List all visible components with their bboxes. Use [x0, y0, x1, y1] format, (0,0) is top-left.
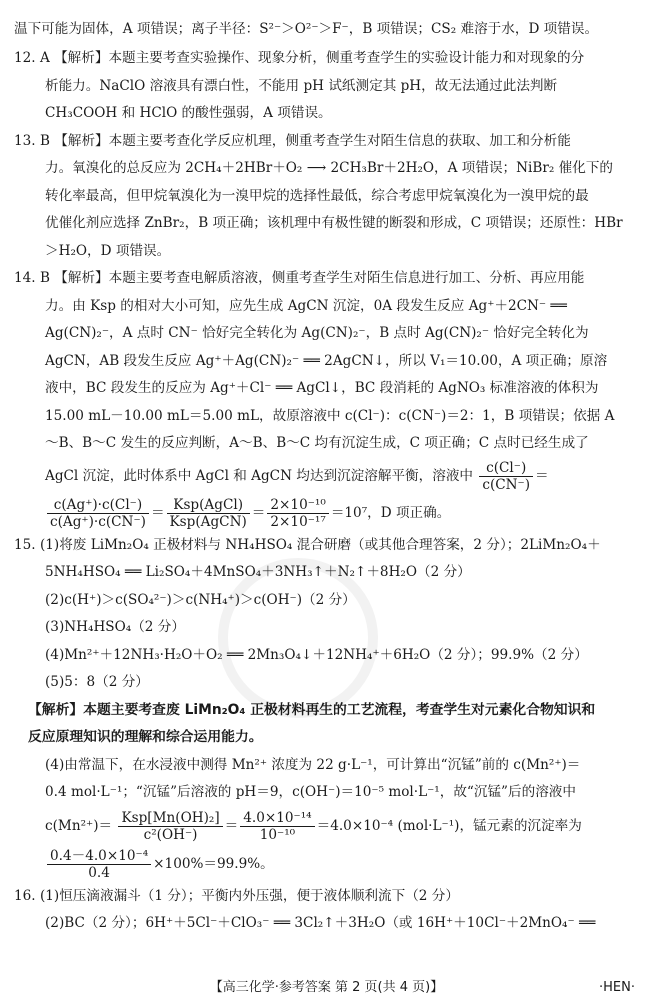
q13-head: 13. B 【解析】本题主要考查化学反应机理，侧重考查学生对陌生信息的获取、加工和分析能	[14, 132, 571, 149]
text-segment: c(Mn²⁺)＝	[45, 817, 113, 834]
text-line: Ag(CN)₂⁻，A 点时 CN⁻ 恰好完全转化为 Ag(CN)₂⁻，B 点时 Ag(CN)₂⁻ 恰好完全转化为	[45, 325, 589, 341]
text-line: (2)c(H⁺)＞c(SO₄²⁻)＞c(NH₄⁺)＞c(OH⁻)（2 分）	[45, 591, 356, 608]
fraction	[47, 848, 151, 881]
text-segment: ＝4.0×10⁻⁴ (mol·L⁻¹)，锰元素的沉淀率为	[316, 817, 582, 834]
text-line: 15.00 mL－10.00 mL＝5.00 mL，故原溶液中 c(Cl⁻)：c(CN⁻)＝2：1，B 项错误；依据 A	[45, 407, 615, 424]
text-line: 反应原理知识的理解和综合运用能力。	[28, 729, 263, 745]
fraction	[118, 810, 222, 843]
text-segment: AgCl 沉淀，此时体系中 AgCl 和 AgCN 均达到沉淀溶解平衡，溶液中	[45, 467, 474, 484]
fraction-numerator: 0.4－4.0×10⁻⁴	[47, 848, 151, 865]
text-line: 温下可能为固体，A 项错误；离子半径：S²⁻＞O²⁻＞F⁻，B 项错误；CS₂ 难溶于水，D 项错误。	[14, 21, 599, 37]
text-line: 力。氧溴化的总反应为 2CH₄＋2HBr＋O₂ ⟶ 2CH₃Br＋2H₂O，A 项错误；NiBr₂ 催化下的	[45, 160, 614, 176]
q15-head: 15. (1)将废 LiMn₂O₄ 正极材料与 NH₄HSO₄ 混合研磨（或其他合理答案，2 分）；2LiMn₂O₄＋	[14, 536, 601, 553]
q14-head: 14. B 【解析】本题主要考查电解质溶液，侧重考查学生对陌生信息进行加工、分析、再应用能	[14, 270, 585, 286]
fraction-denominator: 10⁻¹⁰	[259, 826, 296, 843]
fraction-numerator: c(Ag⁺)·c(Cl⁻)	[47, 497, 149, 514]
fraction	[267, 497, 328, 530]
text-line: (5)5：8（2 分）	[45, 674, 149, 690]
fraction	[479, 460, 533, 493]
text-segment: ×100%＝99.9%。	[153, 855, 274, 872]
text-line: 析能力。NaClO 溶液具有漂白性，不能用 pH 试纸测定其 pH，故无法通过此法判断	[45, 77, 558, 94]
text-line: (3)NH₄HSO₄（2 分）	[45, 619, 185, 635]
formula-line: c(Mn²⁺)＝ $\frac{\text{Ksp[Mn(OH)₂]}}{\text{c²(OH⁻)}}$ ＝ $\frac{\text{4.0×10⁻¹⁴}}{\text{10⁻¹⁰}}$ ＝4.0×10⁻⁴ (mol·L⁻¹)，锰元素的沉淀率为	[45, 809, 582, 843]
fraction	[240, 810, 314, 843]
fraction-numerator: Ksp[Mn(OH)₂]	[118, 810, 222, 827]
text-line: 5NH₄HSO₄ ══ Li₂SO₄＋4MnSO₄＋3NH₃↑＋N₂↑＋8H₂O（2 分）	[45, 564, 471, 580]
text-line: 转化率最高，但甲烷氧溴化为一溴甲烷的选择性最低，综合考虑甲烷氧溴化为一溴甲烷的最	[45, 187, 589, 204]
text-segment: ＝10⁷，D 项正确。	[330, 504, 451, 521]
text-line: 力。由 Ksp 的相对大小可知，应先生成 AgCN 沉淀，0A 段发生反应 Ag⁺＋2CN⁻ ══	[45, 297, 567, 314]
text-line: 0.4 mol·L⁻¹；“沉锰”后溶液的 pH＝9，c(OH⁻)＝10⁻⁵ mol·L⁻¹，故“沉锰”后的溶液中	[45, 784, 576, 800]
text-line: 液中，BC 段发生的反应为 Ag⁺＋Cl⁻ ══ AgCl↓，BC 段消耗的 AgNO₃ 标准溶液的体积为	[45, 380, 599, 396]
text-line: (4)由常温下，在水浸液中测得 Mn²⁺ 浓度为 22 g·L⁻¹，可计算出“沉锰”前的 c(Mn²⁺)＝	[45, 756, 581, 773]
fraction-denominator: Ksp(AgCN)	[169, 513, 247, 530]
q16-head: 16. (1)恒压滴液漏斗（1 分）；平衡内外压强，便于液体顺利流下（2 分）	[14, 887, 459, 904]
answer-body	[14, 45, 640, 938]
text-line: ～B、B～C 发生的反应判断，A～B、B～C 均有沉淀生成，C 项正确；C 点时已经生成了	[45, 435, 589, 451]
fraction-denominator: c²(OH⁻)	[143, 826, 198, 843]
formula-line: AgCl 沉淀，此时体系中 AgCl 和 AgCN 均达到沉淀溶解平衡，溶液中 $\frac{c(Cl^-)}{c(CN^-)}$ ＝	[45, 459, 549, 493]
fraction-numerator: Ksp(AgCl)	[167, 497, 250, 514]
page-footer: 【高三化学·参考答案 第 2 页(共 4 页)】	[209, 980, 444, 995]
q12-head: 12. A 【解析】本题主要考查实验操作、现象分析，侧重考查学生的实验设计能力和对现象的分	[14, 50, 585, 66]
fraction-numerator: 4.0×10⁻¹⁴	[240, 810, 314, 827]
text-line: CH₃COOH 和 HClO 的酸性强弱，A 项错误。	[45, 105, 332, 121]
analysis-head: 【解析】本题主要考查废 LiMn₂O₄ 正极材料再生的工艺流程，考查学生对元素化合物知识和	[28, 701, 596, 718]
text-line: ＞H₂O，D 项错误。	[45, 242, 171, 259]
fraction	[47, 497, 149, 530]
fraction-numerator: 2×10⁻¹⁰	[267, 497, 328, 514]
text-line: AgCN，AB 段发生反应 Ag⁺＋Ag(CN)₂⁻ ══ 2AgCN↓，所以 V₁＝10.00，A 项正确；原溶	[45, 352, 608, 369]
fraction-denominator: 0.4	[88, 864, 110, 881]
fraction-denominator: 2×10⁻¹⁷	[270, 513, 326, 530]
text-line: 优催化剂应选择 ZnBr₂，B 项正确；该机理中有极性键的断裂和形成，C 项错误；还原性：HBr	[45, 215, 623, 231]
fraction-numerator: c(Cl⁻)	[479, 460, 533, 477]
footer-code: ·HEN·	[599, 980, 635, 995]
text-line: (4)Mn²⁺＋12NH₃·H₂O＋O₂ ══ 2Mn₃O₄↓＋12NH₄⁺＋6H₂O（2 分）；99.9%（2 分）	[45, 646, 588, 663]
fraction-denominator: c(CN⁻)	[482, 476, 531, 493]
formula-line: $\frac{c(Ag^+)\cdot c(Cl^-)}{c(Ag^+)\cdot c(CN^-)}$ ＝ $\frac{\text{Ksp(AgCl)}}{\text{Ksp(AgCN)}}$ ＝ $\frac{\text{2×10⁻¹⁰}}{\text{2×10⁻¹⁷}}$ ＝10⁷，D 项正确。	[14, 494, 640, 532]
fraction	[167, 497, 250, 530]
fraction-denominator: c(Ag⁺)·c(CN⁻)	[50, 513, 146, 530]
text-line: (2)BC（2 分）；6H⁺＋5Cl⁻＋ClO₃⁻ ══ 3Cl₂↑＋3H₂O（或 16H⁺＋10Cl⁻＋2MnO₄⁻ ══	[45, 915, 596, 931]
formula-line	[14, 845, 640, 883]
